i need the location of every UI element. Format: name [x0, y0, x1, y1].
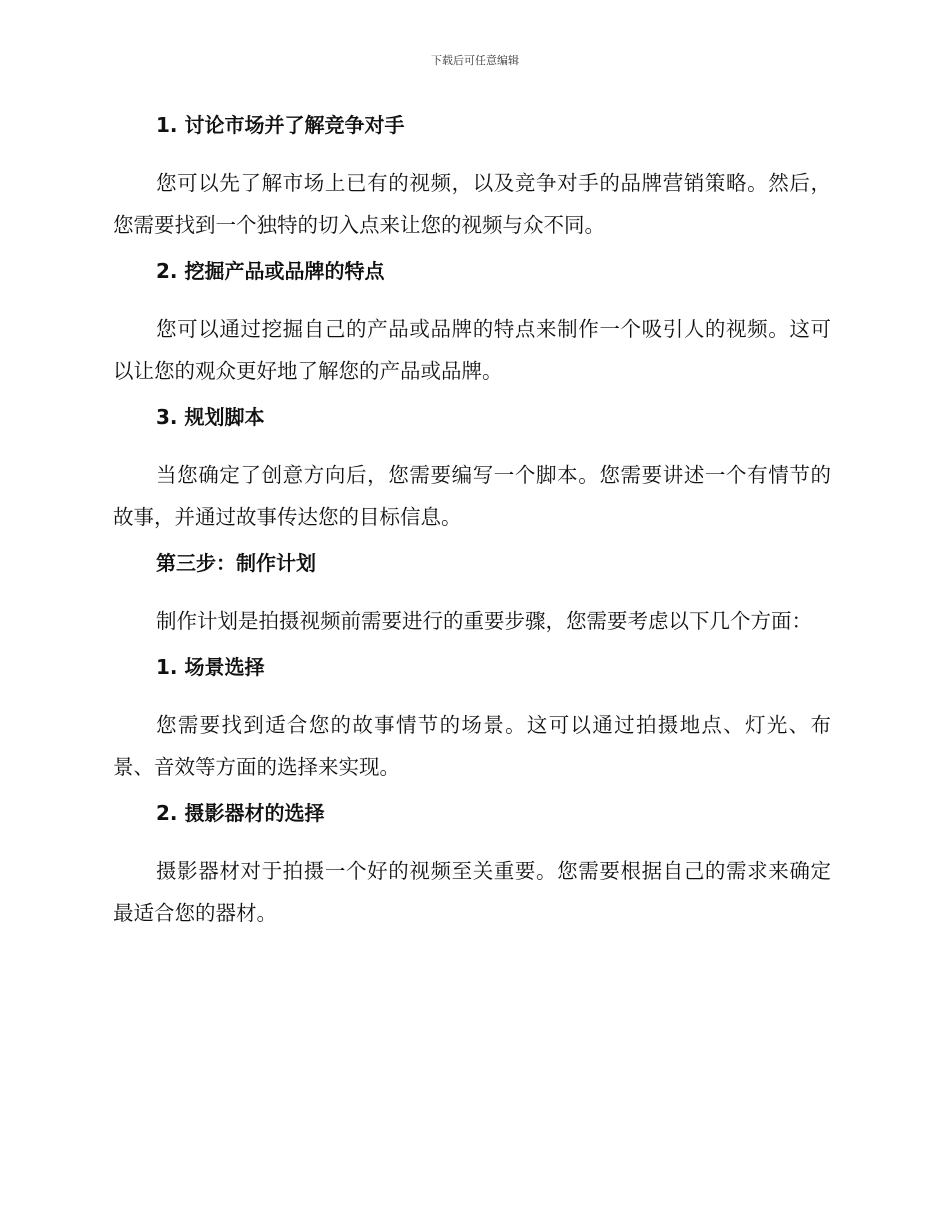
- section-heading: 3. 规划脚本: [156, 405, 265, 429]
- step-heading: 第三步：制作计划: [156, 551, 316, 575]
- section-heading: 1. 讨论市场并了解竞争对手: [156, 113, 405, 137]
- section-heading: 1. 场景选择: [156, 655, 265, 679]
- page-header: 下载后可任意编辑: [431, 54, 519, 67]
- body-paragraph: 您可以通过挖掘自己的产品或品牌的特点来制作一个吸引人的视频。这可以让您的观众更好地了解您的产品或品牌。: [113, 317, 831, 383]
- section-heading: 2. 摄影器材的选择: [156, 801, 325, 825]
- body-paragraph: 制作计划是拍摄视频前需要进行的重要步骤，您需要考虑以下几个方面：: [156, 609, 812, 633]
- body-paragraph: 当您确定了创意方向后，您需要编写一个脚本。您需要讲述一个有情节的故事，并通过故事传达您的目标信息。: [113, 463, 831, 529]
- body-paragraph: 摄影器材对于拍摄一个好的视频至关重要。您需要根据自己的需求来确定最适合您的器材。: [113, 859, 831, 925]
- document-body: [113, 110, 831, 944]
- body-paragraph: 您需要找到适合您的故事情节的场景。这可以通过拍摄地点、灯光、布景、音效等方面的选择来实现。: [113, 713, 831, 779]
- section-heading: 2. 挖掘产品或品牌的特点: [156, 259, 385, 283]
- body-paragraph: 您可以先了解市场上已有的视频，以及竞争对手的品牌营销策略。然后，您需要找到一个独特的切入点来让您的视频与众不同。: [113, 171, 831, 237]
